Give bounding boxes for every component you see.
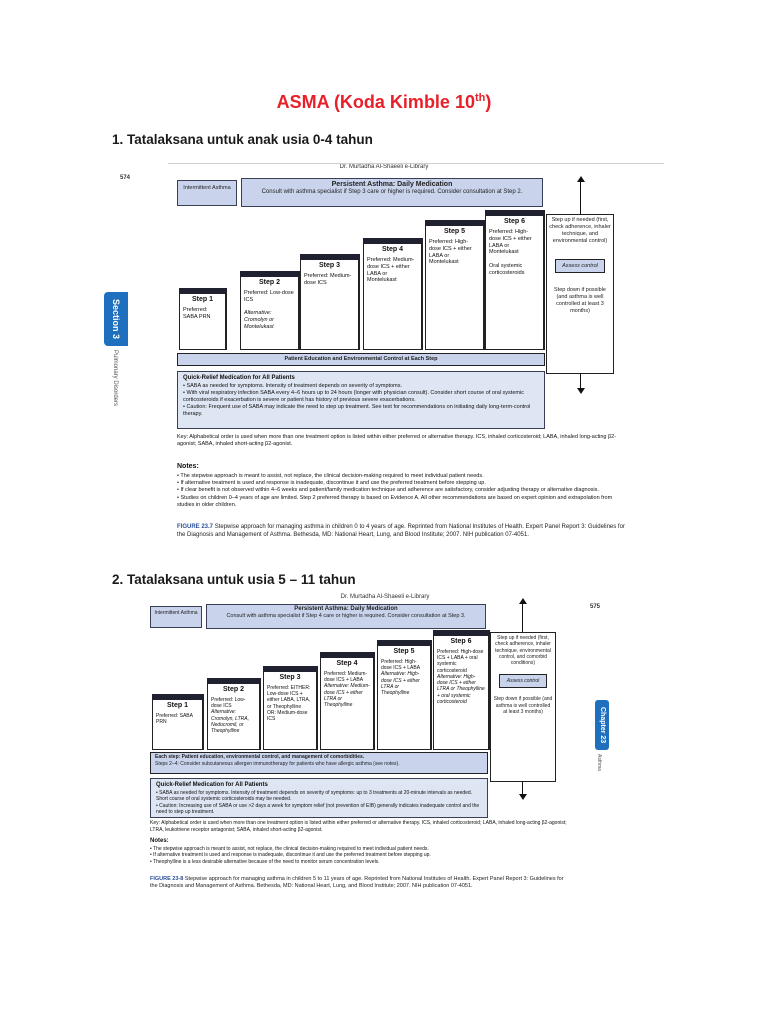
title-text: ASMA (Koda Kimble 10 [276,92,475,112]
quick-relief-box [177,371,545,429]
intermittent-box: Intermittent Asthma [150,606,202,628]
step-4 [363,238,423,350]
band-line-2: Steps 2–4: Consider subcutaneous allergen immunotherapy for patients who have allergic asthma (see notes). [155,760,400,767]
step-4-title: Step 4 [381,246,403,253]
step-3-title: Step 3 [279,674,301,681]
key-text: Key: Alphabetical order is used when more than one treatment option is listed within either preferred or alternative therapy. ICS, inhaled corticosteroid; LABA, inhaled long-acting β2-agonist; LTRA, leukotriene receptor antagonist; SABA, inhaled short-acting β2-agonist. [150,820,567,833]
note-item: • If alternative treatment is used and response is inadequate, discontinue it and use the preferred treatment before stepping up. [177,480,486,487]
library-header: Dr. Murtadha Al-Shaeeli e-Library [340,594,430,600]
quick-relief-item: • SABA as needed for symptoms. Intensity of treatment depends on severity of symptoms: up to 3 treatments at 20-minute intervals as needed. Short course of oral systemic corticosteroids may be needed. [156,789,473,803]
education-band: Patient Education and Environmental Control at Each Step [177,353,545,366]
step-down-text: Step down if possible (and asthma is well controlled at least 3 months) [493,696,553,715]
figure-caption [150,876,570,890]
step-side-box [546,214,614,374]
assess-control-box: Assess control [555,259,605,274]
section-1-heading: 1. Tatalaksana untuk anak usia 0-4 tahun [112,132,373,147]
step-up-arrowhead [519,598,527,604]
step-4-body: Preferred: Medium-dose ICS + LABA [324,670,368,683]
notes-title: Notes: [177,463,199,470]
step-2-alt: Alternative: Cromolyn or Montelukast [244,310,274,331]
step-3-body: Preferred: Medium-dose ICS [304,272,352,286]
figure-caption [177,524,627,540]
section-tab: Section 3 [104,292,128,346]
figure-2 [150,594,620,906]
step-2 [207,678,261,750]
step-2 [240,271,300,350]
section-2-heading: 2. Tatalaksana untuk usia 5 – 11 tahun [112,572,356,587]
quick-relief-item: • Caution: Increasing use of SABA or use >2 days a week for symptom relief (not prevention of EIB) generally indicates inadequate control and the need to step up treatment. [156,802,480,816]
step-down-arrowhead [519,794,527,800]
quick-relief-title: Quick-Relief Medication for All Patients [156,782,268,788]
section-side-label: Pulmonary Disorders [112,350,118,407]
note-item: • The stepwise approach is meant to assist, not replace, the clinical decision-making required to meet individual patient needs. [177,473,484,480]
quick-relief-item: • With viral respiratory infection SABA every 4–6 hours up to 24 hours (longer with physician consult). Consider short course of oral systemic corticosteroids if exacerbation is severe or patient has history of previous severe exacerbations. [183,389,524,404]
header-rule [168,163,664,164]
step-5 [425,220,485,350]
figure-1 [104,158,664,558]
note-item: • If alternative treatment is used and response is inadequate, discontinue it and use the preferred treatment before stepping up. [150,852,431,859]
page-number: 575 [590,604,601,610]
step-5-alt: Alternative: High-dose ICS + either LTRA or Theophylline [381,671,420,696]
quick-relief-item: • SABA as needed for symptoms. Intensity of treatment depends on severity of symptoms. [183,382,402,389]
title-sup: th [474,92,486,104]
assess-control-box: Assess control [499,674,547,688]
step-3 [300,254,360,350]
step-up-text: Step up if needed (first, check adherence, inhaler technique, and environmental control) [549,217,611,244]
intermittent-box: Intermittent Asthma [177,180,237,206]
step-2-alt: Alternative: Cromolyn, LTRA, Nedocromil, or Theophylline [211,709,249,734]
step-5-body: Preferred: High-dose ICS + LABA [381,658,421,671]
caption-label: FIGURE 23.7 [177,524,214,530]
page-number: 574 [120,175,131,181]
step-5 [377,640,432,750]
quick-relief-item: • Caution: Frequent use of SABA may indicate the need to step up treatment. See text for recommendations on initiating daily long-term-control therapy. [183,404,531,418]
step-down-arrowhead [577,388,585,394]
step-up-arrowhead [577,176,585,182]
document-title [0,92,768,113]
persistent-box [206,604,486,629]
persistent-box [241,178,543,207]
chapter-tab: Chapter 23 [595,700,609,750]
quick-relief-title: Quick-Relief Medication for All Patients [183,375,295,381]
step-6 [433,630,490,750]
library-header: Dr. Murtadha Al-Shaeeli e-Library [339,164,429,170]
band-line-1: Each step: Patient education, environmental control, and management of comorbidities. [155,754,365,760]
step-3-body: Preferred: EITHER: Low-dose ICS + either LABA, LTRA, or Theophylline [267,684,311,710]
caption-label: FIGURE 23-8 [150,876,184,882]
step-1-title: Step 1 [166,702,188,709]
caption-text: Stepwise approach for managing asthma in children 5 to 11 years of age. Reprinted from National Institutes of Health. Expert Panel Report 3: Guidelines for the Diagnosis and Management of Asthma. Bethesda, MD: National Heart, Lung, and Blood Institute; 2007. NIH publication 07-4051. [150,876,564,890]
step-up-arrow [522,602,523,632]
step-side-box [490,632,556,782]
note-item: • Studies on children 0–4 years of age are limited. Step 2 preferred therapy is based on Evidence A. All other recommendations are based on expert opinion and extrapolation from studies in older children. [177,494,613,508]
persistent-title: Persistent Asthma: Daily Medication [294,606,398,612]
step-5-body: Preferred: High-dose ICS + either LABA or Montelukast [429,238,472,266]
step-down-text: Step down if possible (and asthma is well controlled at least 3 months) [554,287,606,314]
step-3-alt: OR: Medium-dose ICS [267,709,308,722]
step-4-body: Preferred: Medium-dose ICS + either LABA or Montelukast [367,256,415,284]
note-item: • Theophylline is a less desirable alternative because of the need to monitor serum concentration levels. [150,858,380,865]
step-1-body: Preferred: SABA PRN [156,712,193,725]
step-up-arrow [580,180,581,214]
step-1-title: Step 1 [191,296,213,303]
step-6-body: Preferred: High-dose ICS + either LABA or Montelukast [489,228,532,256]
step-6-title: Step 6 [503,218,525,225]
step-6-title: Step 6 [450,638,472,645]
step-6-body: Preferred: High-dose ICS + LABA + oral systemic corticosteroid [437,648,484,674]
step-6-extra: Oral systemic corticosteroids [489,263,525,276]
step-1-body: Preferred: SABA PRN [183,306,211,320]
step-6 [485,210,545,350]
key-text: Key: Alphabetical order is used when more than one treatment option is listed within either preferred or alternative therapy. ICS, inhaled corticosteroid; LABA, inhaled long-acting β2-agonist; SABA, inhaled short-acting β2-agonist. [177,434,617,448]
notes-title: Notes: [150,838,169,844]
step-3 [263,666,318,750]
step-4 [320,652,375,750]
persistent-sub: Consult with asthma specialist if Step 4 care or higher is required. Consider consultation at Step 3. [226,613,466,620]
title-close: ) [485,92,492,112]
note-item: • The stepwise approach is meant to assist, not replace, the clinical decision-making required to meet individual patient needs. [150,845,429,852]
step-5-title: Step 5 [393,648,415,655]
step-4-alt: Alternative: Medium-dose ICS + either LTRA or Theophylline [324,683,370,708]
step-2-title: Step 2 [258,279,280,286]
step-5-title: Step 5 [443,228,465,235]
step-2-title: Step 2 [222,686,244,693]
persistent-title: Persistent Asthma: Daily Medication [331,181,453,188]
quick-relief-box [150,778,488,818]
step-up-text: Step up if needed (first, check adherence, inhaler technique, environmental control, and comorbid conditions) [495,635,551,666]
step-1 [152,694,204,750]
step-1 [179,288,227,350]
persistent-sub: Consult with asthma specialist if Step 3 care or higher is required. Consider consultation at Step 2. [261,189,523,196]
notes [150,838,570,865]
step-2-body: Preferred: Low-dose ICS [244,289,294,303]
step-4-title: Step 4 [336,660,358,667]
caption-text: Stepwise approach for managing asthma in children 0 to 4 years of age. Reprinted from National Institutes of Health. Expert Panel Report 3: Guidelines for the Diagnosis and Management of Asthma. Bethesda, MD: National Heart, Lung, and Blood Institute; 2007. NIH publication 07-4051. [177,524,625,538]
step-2-body: Preferred: Low-dose ICS [211,696,246,709]
chapter-side-label: Asthma [596,754,602,771]
step-3-title: Step 3 [318,262,340,269]
education-band [150,752,488,774]
step-6-alt: Alternative: High-dose ICS + either LTRA or Theophylline + oral systemic corticosteroid [437,673,485,705]
note-item: • If clear benefit is not observed within 4–6 weeks and patient/family medication technique and adherence are satisfactory, consider adjusting therapy or alternative diagnosis. [177,487,599,494]
notes [177,462,627,509]
